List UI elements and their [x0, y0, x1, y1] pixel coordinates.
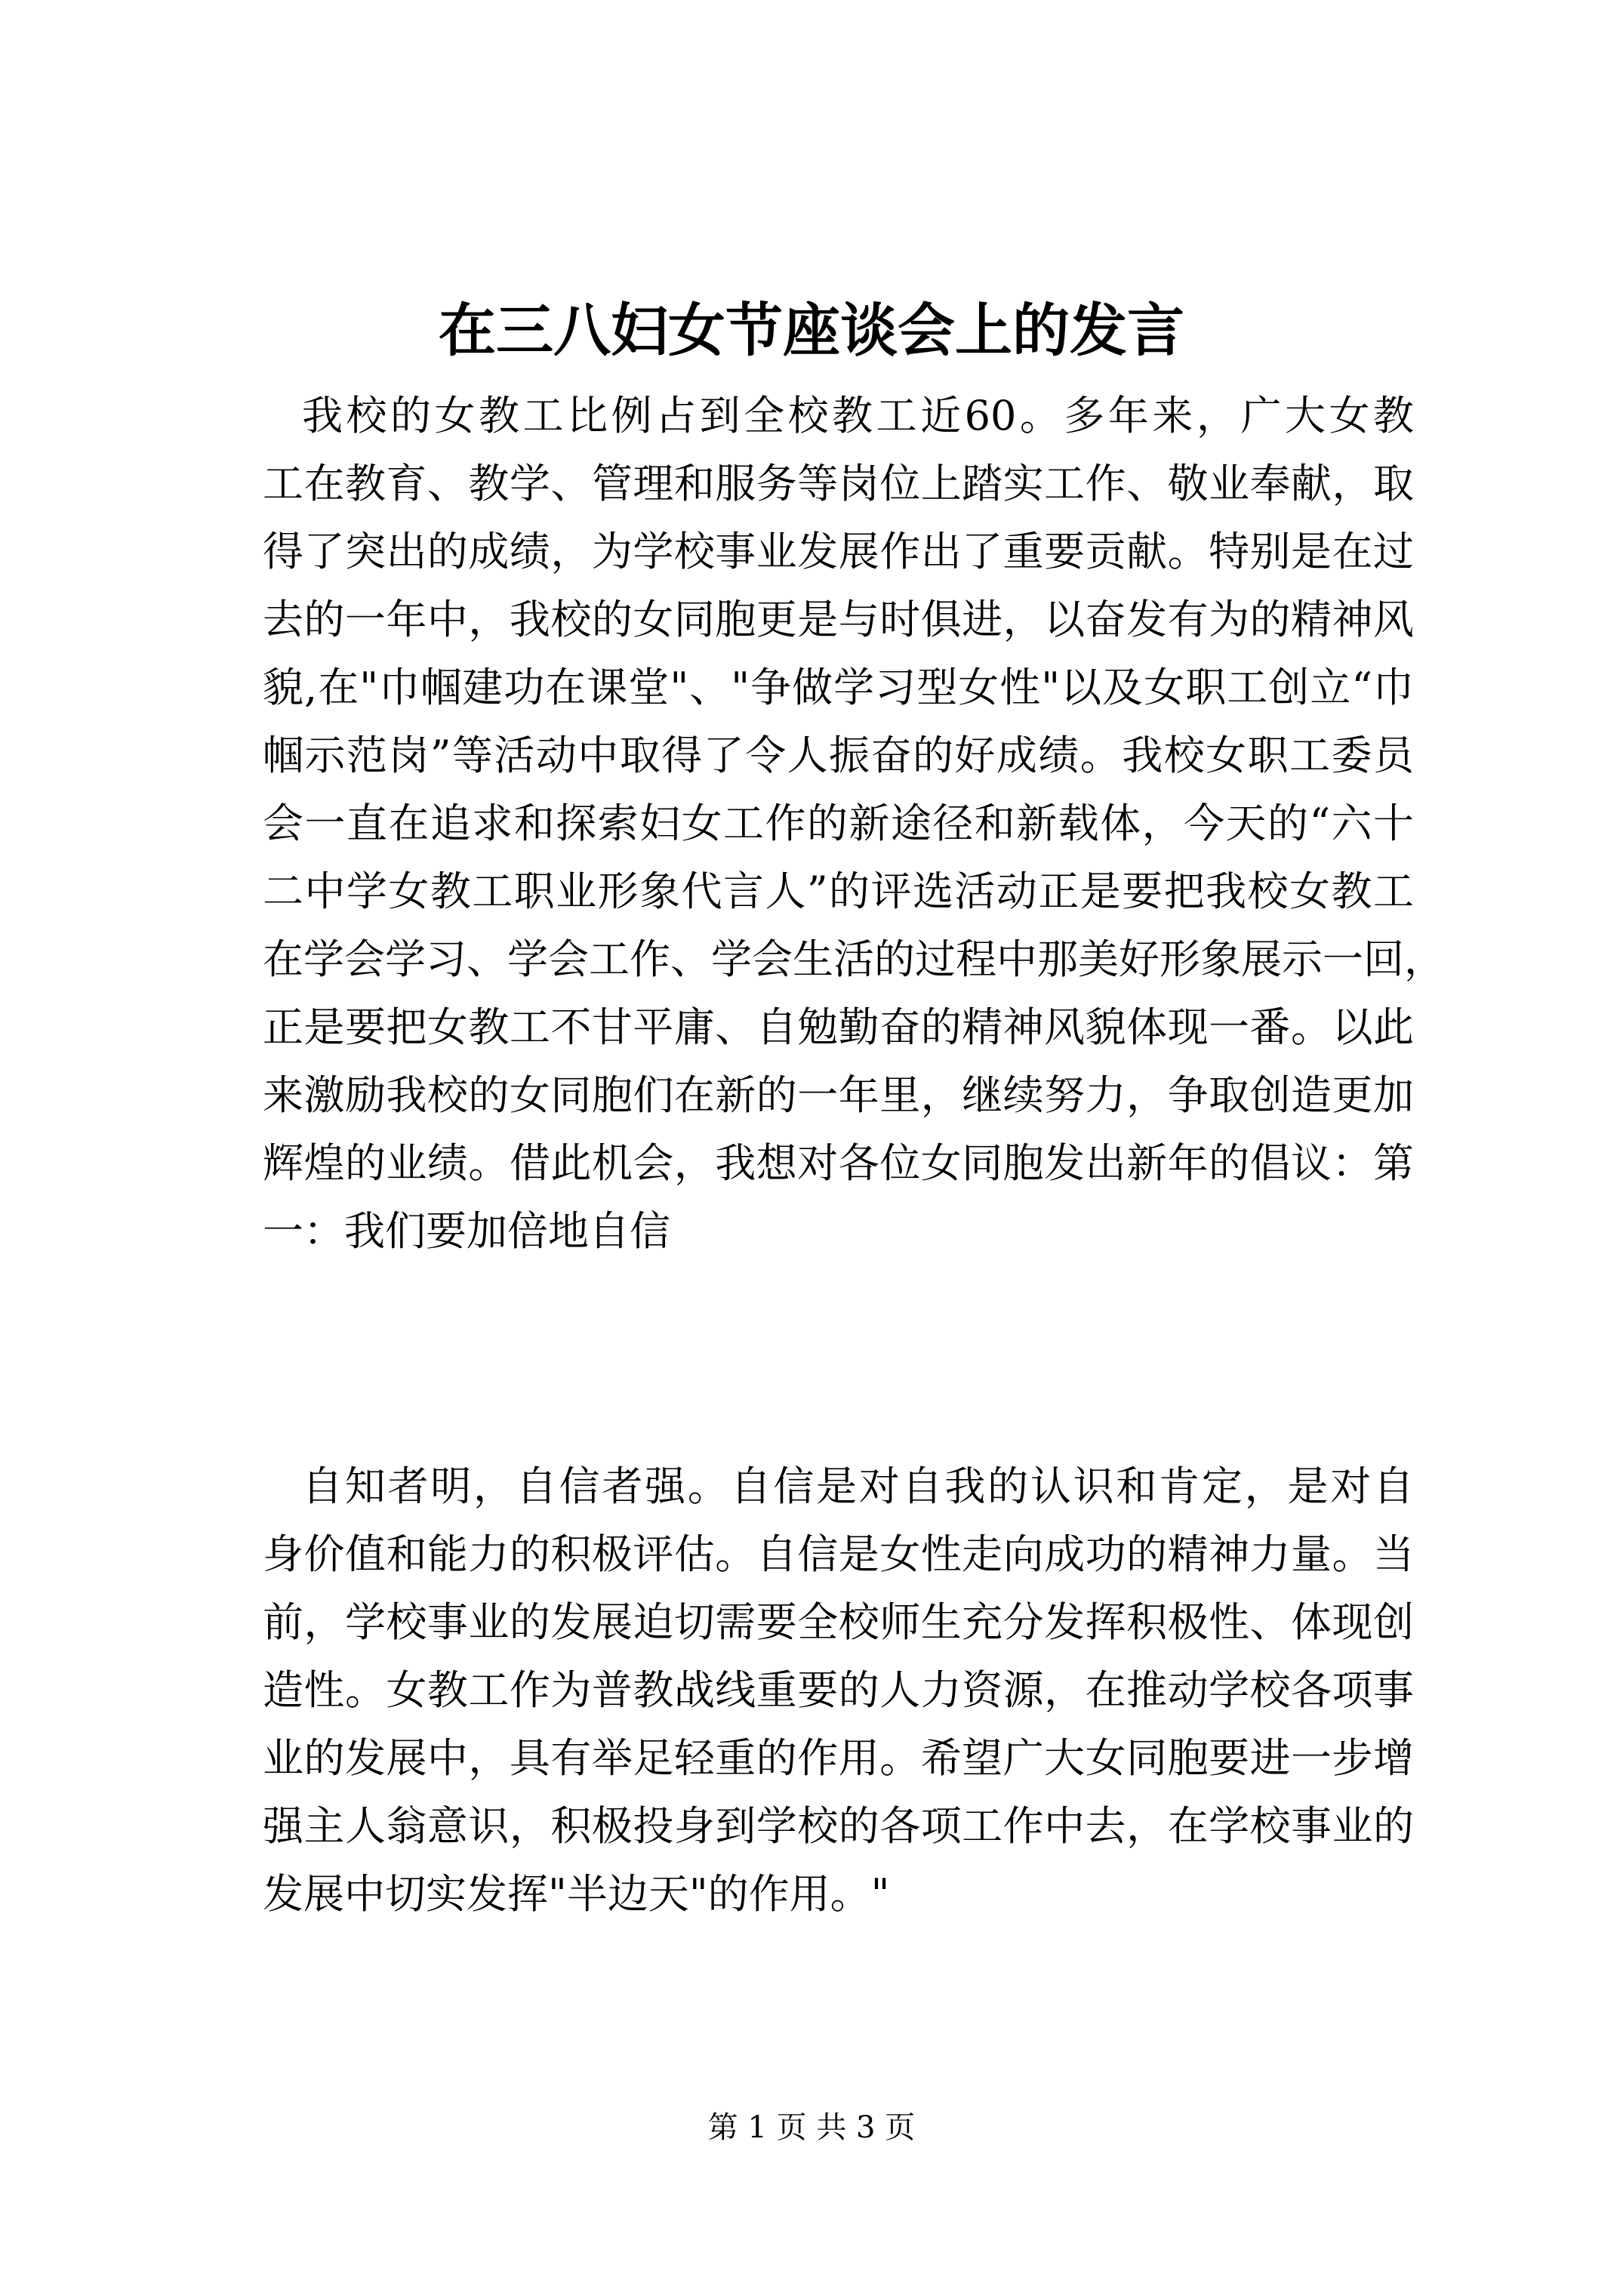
- text-line: 一：我们要加倍地自信: [263, 1207, 670, 1255]
- text-line: 来激励我校的女同胞们在新的一年里，继续努力，争取创造更加: [263, 1071, 1414, 1119]
- text-line: 二中学女教工职业形象代言人”的评选活动正是要把我校女教工: [263, 868, 1414, 915]
- text-line: 造性。女教工作为普教战线重要的人力资源，在推动学校各项事: [263, 1666, 1414, 1714]
- text-line: 貌,在"巾帼建功在课堂"、"争做学习型女性"以及女职工创立“巾: [263, 664, 1414, 711]
- text-line: 身价值和能力的积极评估。自信是女性走向成功的精神力量。当: [263, 1530, 1414, 1578]
- text-line: 自知者明，自信者强。自信是对自我的认识和肯定，是对自: [302, 1462, 1414, 1510]
- text-line: 我校的女教工比例占到全校教工近60。多年来，广大女教: [302, 392, 1414, 439]
- text-line: 发展中切实发挥"半边天"的作用。": [263, 1870, 890, 1918]
- page-footer: 第 1 页 共 3 页: [707, 2110, 916, 2145]
- paragraph-2: [263, 1453, 1414, 1928]
- text-line: 前，学校事业的发展迫切需要全校师生充分发挥积极性、体现创: [263, 1598, 1414, 1646]
- text-line: 强主人翁意识，积极投身到学校的各项工作中去，在学校事业的: [263, 1802, 1414, 1850]
- text-line: 得了突出的成绩，为学校事业发展作出了重要贡献。特别是在过: [263, 528, 1414, 575]
- text-line: 帼示范岗”等活动中取得了令人振奋的好成绩。我校女职工委员: [263, 732, 1414, 779]
- text-line: 在学会学习、学会工作、学会生活的过程中那美好形象展示一回，: [263, 935, 1445, 983]
- text-line: 辉煌的业绩。借此机会，我想对各位女同胞发出新年的倡议：第: [263, 1139, 1414, 1187]
- text-line: 正是要把女教工不甘平庸、自勉勤奋的精神风貌体现一番。以此: [263, 1003, 1414, 1051]
- paragraph-1: [263, 382, 1445, 1265]
- text-line: 去的一年中，我校的女同胞更是与时俱进，以奋发有为的精神风: [263, 596, 1414, 643]
- text-line: 工在教育、教学、管理和服务等岗位上踏实工作、敬业奉献，取: [263, 460, 1414, 507]
- text-line: 业的发展中，具有举足轻重的作用。希望广大女同胞要进一步增: [263, 1734, 1414, 1782]
- text-line: 会一直在追求和探索妇女工作的新途径和新载体，今天的“六十: [263, 800, 1414, 847]
- document-title: 在三八妇女节座谈会上的发言: [439, 297, 1184, 364]
